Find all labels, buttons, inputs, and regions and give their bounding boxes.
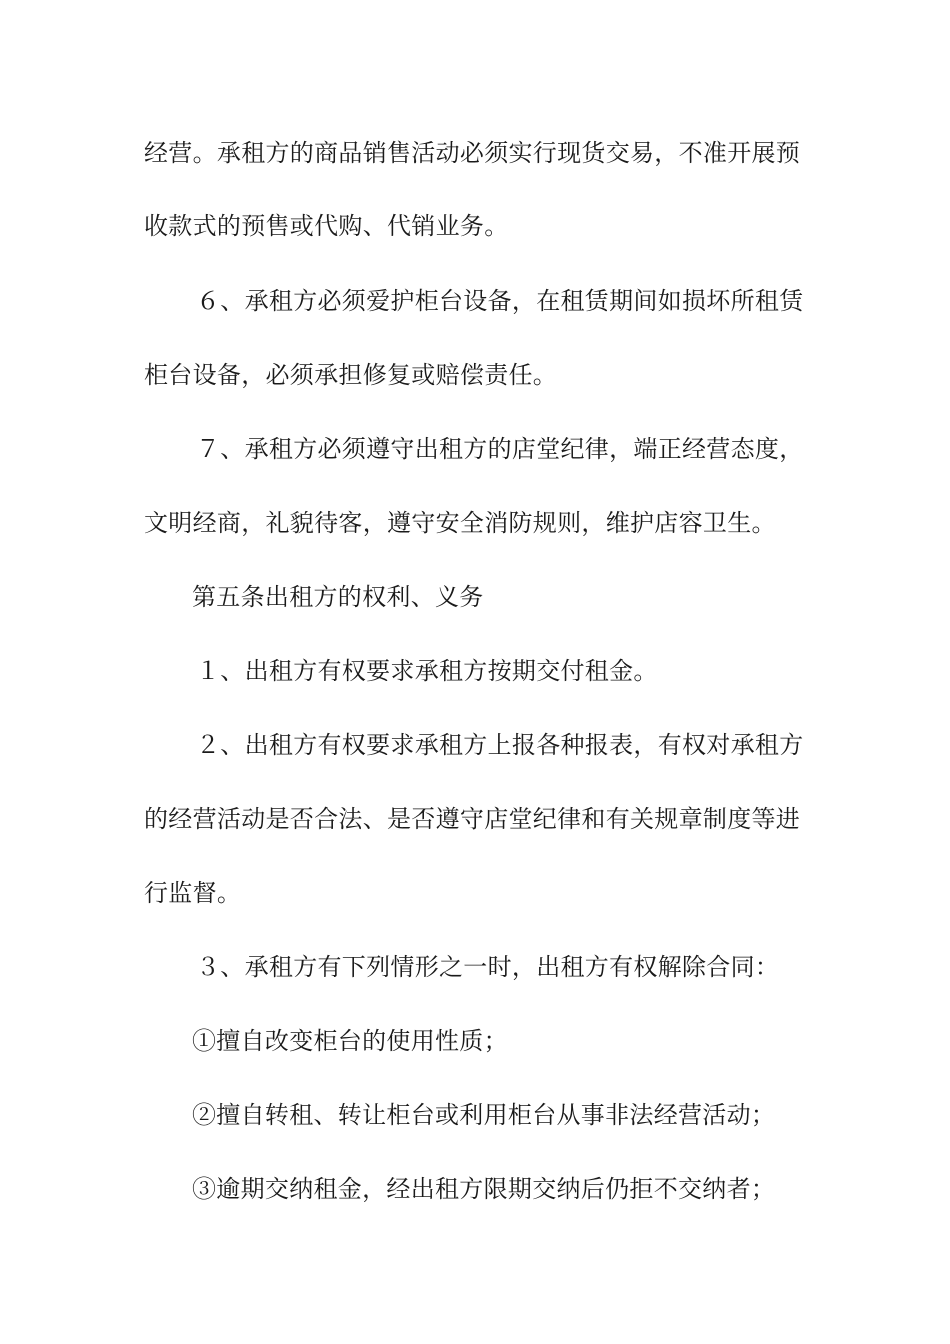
paragraph-line: ３、承租方有下列情形之一时，出租方有权解除合同： (196, 953, 780, 981)
paragraph-line: ６、承租方必须爱护柜台设备，在租赁期间如损坏所租赁 (196, 287, 804, 315)
paragraph-line: 柜台设备，必须承担修复或赔偿责任。 (144, 361, 558, 389)
paragraph-line: 的经营活动是否合法、是否遵守店堂纪律和有关规章制度等进 (144, 805, 801, 833)
paragraph-line: 文明经商，礼貌待客，遵守安全消防规则，维护店容卫生。 (144, 509, 776, 537)
paragraph-line: ２、出租方有权要求承租方上报各种报表，有权对承租方 (196, 731, 804, 759)
paragraph-line: 收款式的预售或代购、代销业务。 (144, 212, 509, 240)
list-item: ①擅自改变柜台的使用性质； (192, 1027, 508, 1055)
section-heading: 第五条出租方的权利、义务 (192, 583, 484, 611)
paragraph-line: １、出租方有权要求承租方按期交付租金。 (196, 657, 658, 685)
list-item: ③逾期交纳租金，经出租方限期交纳后仍拒不交纳者； (192, 1175, 776, 1203)
paragraph-line: 行监督。 (144, 879, 242, 907)
list-item: ②擅自转租、转让柜台或利用柜台从事非法经营活动； (192, 1101, 776, 1129)
paragraph-line: 经营。承租方的商品销售活动必须实行现货交易，不准开展预 (144, 139, 801, 167)
paragraph-line: ７、承租方必须遵守出租方的店堂纪律，端正经营态度， (196, 435, 804, 463)
